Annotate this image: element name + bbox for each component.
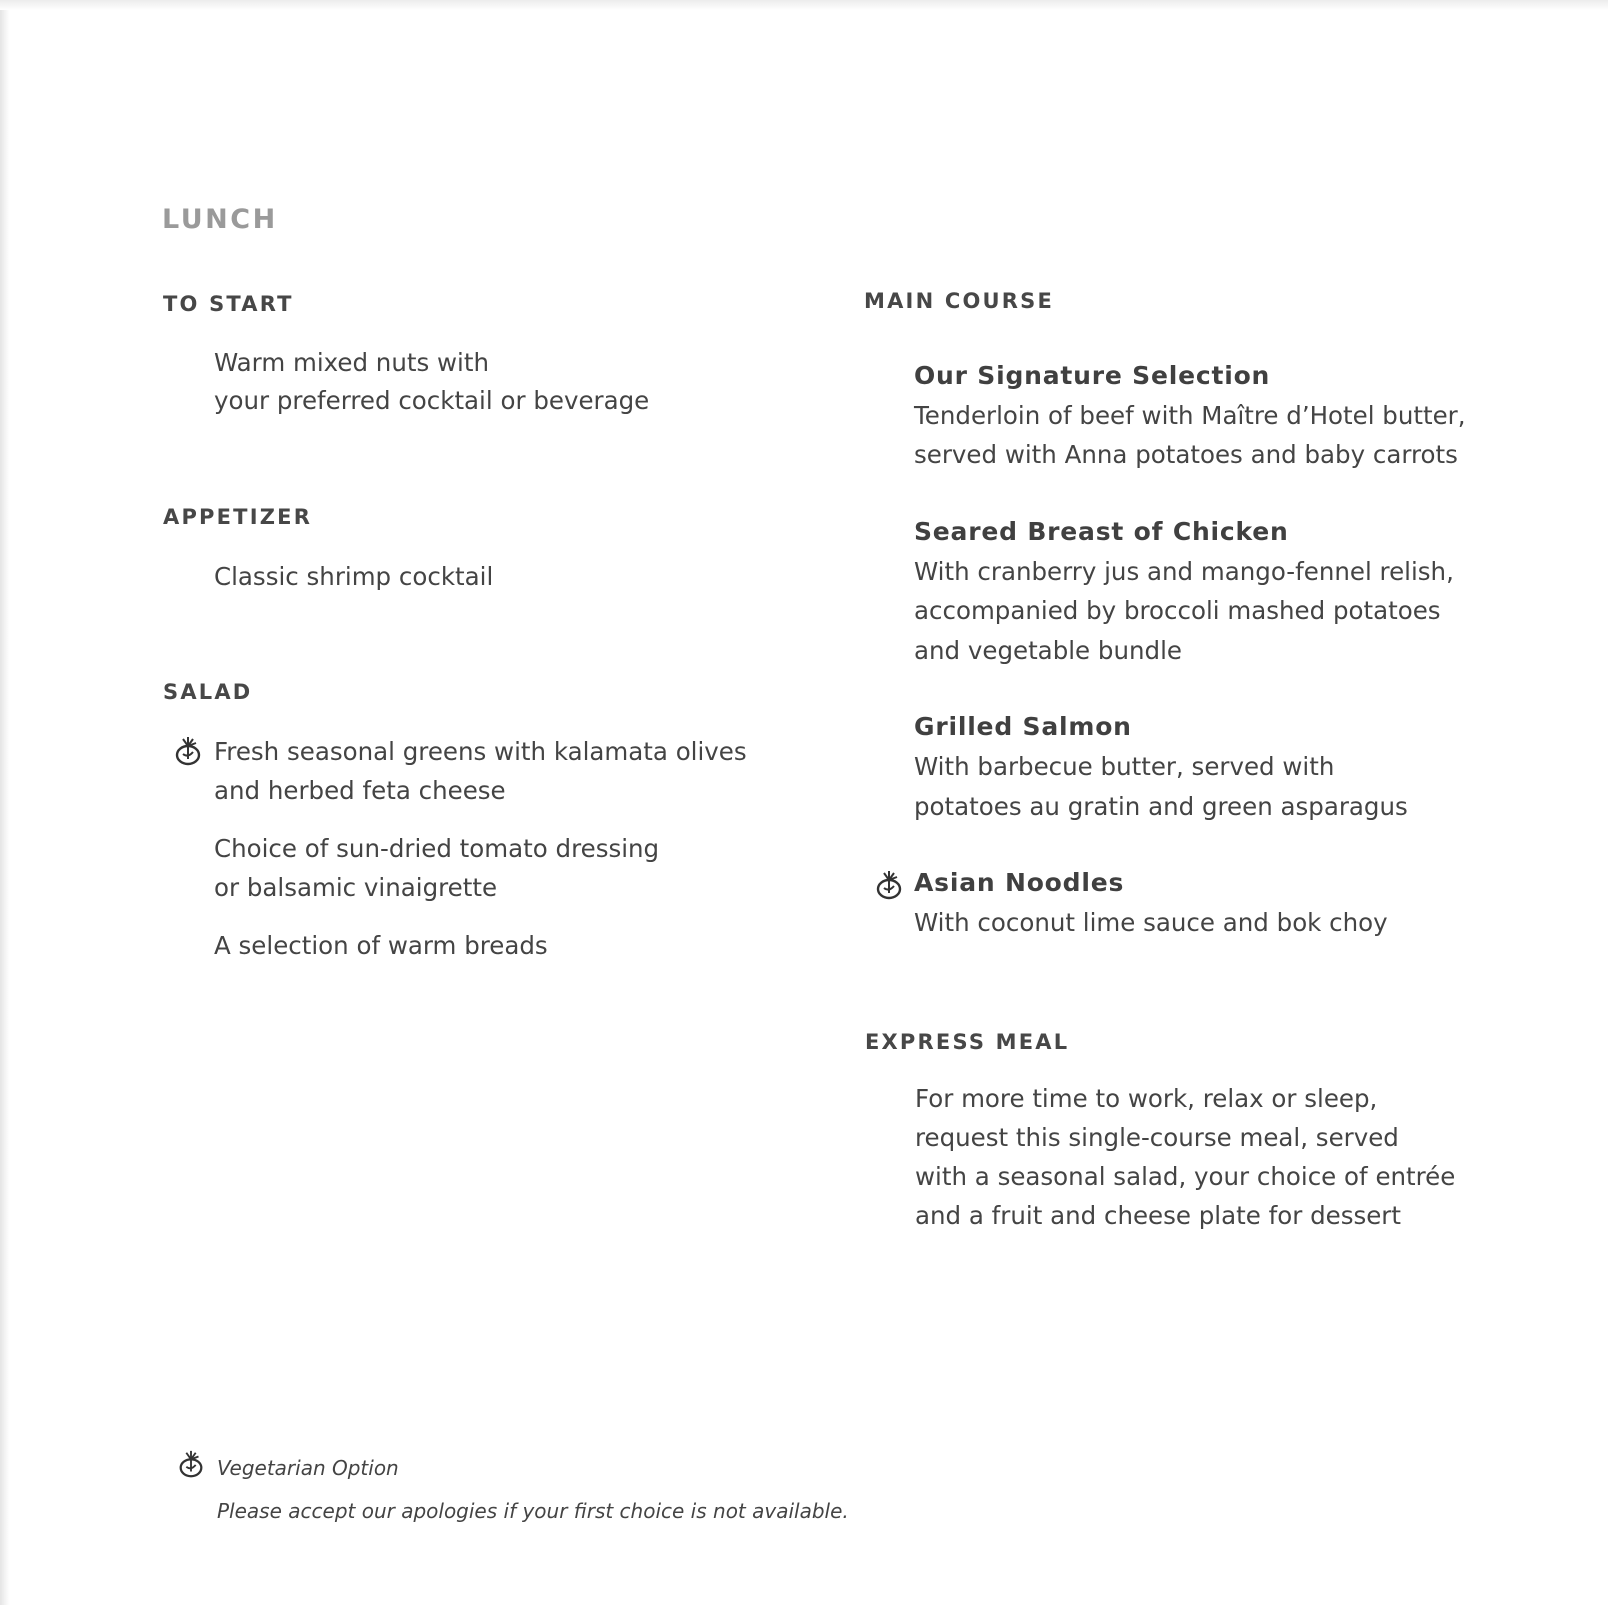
- dish-signature-line-2: served with Anna potatoes and baby carrots: [914, 440, 1458, 469]
- dish-signature-line-1: Tenderloin of beef with Maître d’Hotel butter,: [914, 401, 1466, 430]
- express-line-1: For more time to work, relax or sleep,: [915, 1084, 1378, 1113]
- scan-edge-top: [0, 0, 1608, 10]
- vegetarian-leaf-icon: [176, 1449, 206, 1479]
- dish-salmon-line-2: potatoes au gratin and green asparagus: [914, 792, 1408, 821]
- dish-chicken-line-1: With cranberry jus and mango-fennel relish,: [914, 557, 1454, 586]
- section-heading-appetizer: APPETIZER: [163, 505, 313, 529]
- dish-chicken-line-2: accompanied by broccoli mashed potatoes: [914, 596, 1441, 625]
- section-heading-main-course: MAIN COURSE: [864, 289, 1055, 313]
- section-heading-salad: SALAD: [163, 680, 253, 704]
- dish-name-seared-chicken: Seared Breast of Chicken: [914, 517, 1289, 546]
- express-line-4: and a fruit and cheese plate for dessert: [915, 1201, 1401, 1230]
- apology-note: Please accept our apologies if your first choice is not available.: [217, 1499, 849, 1523]
- to-start-line-2: your preferred cocktail or beverage: [214, 386, 650, 415]
- section-heading-express-meal: EXPRESS MEAL: [865, 1030, 1070, 1054]
- salad-item-3-line-1: A selection of warm breads: [214, 931, 548, 960]
- dish-salmon-line-1: With barbecue butter, served with: [914, 752, 1335, 781]
- scan-edge-left: [0, 0, 10, 1605]
- page-title: LUNCH: [162, 204, 278, 235]
- appetizer-line-1: Classic shrimp cocktail: [214, 562, 494, 591]
- dish-noodles-line-1: With coconut lime sauce and bok choy: [914, 908, 1388, 937]
- express-line-3: with a seasonal salad, your choice of entrée: [915, 1162, 1456, 1191]
- dish-name-signature-selection: Our Signature Selection: [914, 361, 1271, 390]
- dish-name-asian-noodles: Asian Noodles: [914, 868, 1125, 897]
- salad-item-1-line-2: and herbed feta cheese: [214, 776, 506, 805]
- salad-item-2-line-1: Choice of sun-dried tomato dressing: [214, 834, 660, 863]
- express-line-2: request this single-course meal, served: [915, 1123, 1399, 1152]
- dish-name-grilled-salmon: Grilled Salmon: [914, 712, 1132, 741]
- vegetarian-legend-label: Vegetarian Option: [217, 1456, 399, 1480]
- salad-item-2-line-2: or balsamic vinaigrette: [214, 873, 498, 902]
- salad-item-1-line-1: Fresh seasonal greens with kalamata olives: [214, 737, 747, 766]
- to-start-line-1: Warm mixed nuts with: [214, 348, 489, 377]
- vegetarian-leaf-icon: [873, 869, 905, 901]
- section-heading-to-start: TO START: [163, 292, 294, 316]
- vegetarian-leaf-icon: [172, 735, 204, 767]
- dish-chicken-line-3: and vegetable bundle: [914, 636, 1182, 665]
